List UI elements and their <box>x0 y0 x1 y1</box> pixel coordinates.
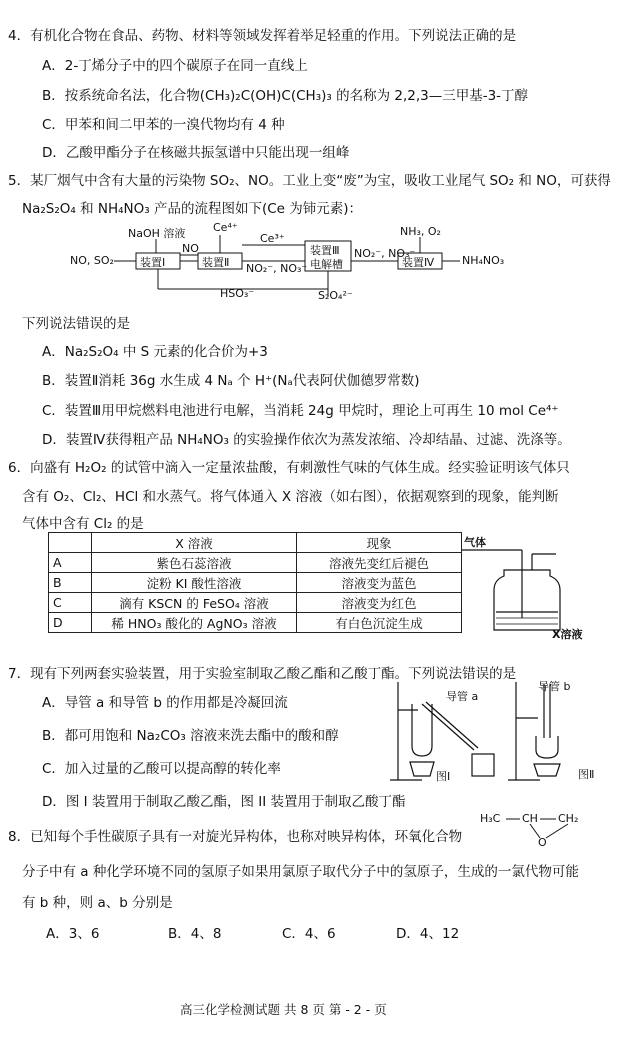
table-row <box>49 593 462 613</box>
flow-electrolyzer: 电解槽 <box>310 258 343 271</box>
tube-a-label: 导管 a <box>446 690 479 703</box>
table-cell: B <box>49 573 92 593</box>
q4-stem: 4．有机化合物在食品、药物、材料等领域发挥着举足轻重的作用。下列说法正确的是 <box>8 28 517 44</box>
q8-stem-line2: 分子中有 a 种化学环境不同的氢原子如果用氯原子取代分子中的氢原子，生成的一氯代物可能 <box>22 864 579 880</box>
flow-ce3: Ce³⁺ <box>260 232 285 245</box>
q5-stem-line2: Na₂S₂O₄ 和 NH₄NO₃ 产品的流程图如下(Ce 为铈元素)： <box>22 201 363 217</box>
table-cell: 紫色石蕊溶液 <box>92 553 297 573</box>
q7-option-c: C．加入过量的乙酸可以提高醇的转化率 <box>42 761 281 777</box>
table-cell: 溶液变为红色 <box>297 593 462 613</box>
page-footer: 高三化学检测试题 共 8 页 第 - 2 - 页 <box>180 1002 387 1017</box>
flow-product: NH₄NO₃ <box>462 254 505 267</box>
flow-nh3-o2: NH₃, O₂ <box>400 225 441 238</box>
q8-option-b: B．4、8 <box>168 926 222 942</box>
table-row <box>49 613 462 633</box>
flow-no: NO <box>182 242 199 255</box>
q6-stem-line1: 6．向盛有 H₂O₂ 的试管中滴入一定量浓盐酸，有刺激性气味的气体生成。经实验证明该气体只 <box>8 460 570 476</box>
q8-option-c: C．4、6 <box>282 926 336 942</box>
structure-h3c: H₃C <box>480 812 501 825</box>
table-cell: D <box>49 613 92 633</box>
tube-b-label: 导管 b <box>538 680 571 693</box>
flow-nitrite-nitrate-out: NO₂⁻, NO₃⁻ <box>354 247 416 260</box>
q7-option-a: A．导管 a 和导管 b 的作用都是冷凝回流 <box>42 695 288 711</box>
epoxide-structure <box>476 808 596 852</box>
q8-option-a: A．3、6 <box>46 926 100 942</box>
table-header-cell: X 溶液 <box>92 533 297 553</box>
q5-subquestion: 下列说法错误的是 <box>22 316 130 332</box>
flow-device-1: 装置Ⅰ <box>140 256 166 269</box>
flow-nitrite-nitrate: NO₂⁻, NO₃⁻ <box>246 262 308 275</box>
q8-stem-line1: 8．已知每个手性碳原子具有一对旋光异构体，也称对映异构体，环氧化合物 <box>8 829 463 845</box>
q5-option-a: A．Na₂S₂O₄ 中 S 元素的化合价为+3 <box>42 344 268 360</box>
table-cell: 溶液变为蓝色 <box>297 573 462 593</box>
table-header-cell <box>49 533 92 553</box>
gas-label: 气体 <box>464 536 486 549</box>
q8-option-d: D．4、12 <box>396 926 460 942</box>
flow-s2o4: S₂O₄²⁻ <box>318 289 353 302</box>
table-cell: 滴有 KSCN 的 FeSO₄ 溶液 <box>92 593 297 613</box>
figure-2-label: 图Ⅱ <box>578 768 595 781</box>
q6-stem-line2: 含有 O₂、Cl₂、HCl 和水蒸气。将气体通入 X 溶液（如右图），依据观察到的现象，能判断 <box>22 489 559 505</box>
q7-option-d: D．图 I 装置用于制取乙酸乙酯，图 II 装置用于制取乙酸丁酯 <box>42 794 406 810</box>
flow-input: NO, SO₂ <box>70 254 114 267</box>
gas-wash-bottle-figure <box>460 532 610 642</box>
q7-option-b: B．都可用饱和 Na₂CO₃ 溶液来洗去酯中的酸和醇 <box>42 728 339 744</box>
q8-stem-line3: 有 b 种，则 a、b 分别是 <box>22 895 173 911</box>
structure-oxygen: O <box>538 836 547 849</box>
q4-option-d: D．乙酸甲酯分子在核磁共振氢谱中只能出现一组峰 <box>42 145 350 161</box>
q4-option-a: A．2-丁烯分子中的四个碳原子在同一直线上 <box>42 58 308 74</box>
table-cell: 溶液先变红后褪色 <box>297 553 462 573</box>
process-flow-diagram <box>70 221 510 305</box>
q5-option-b: B．装置Ⅱ消耗 36g 水生成 4 Nₐ 个 H⁺(Nₐ代表阿伏伽德罗常数) <box>42 373 420 389</box>
table-header-row <box>49 533 462 553</box>
flow-hso3: HSO₃⁻ <box>220 287 255 300</box>
flow-ce4: Ce⁴⁺ <box>213 221 238 234</box>
q5-stem-line1: 5．某厂烟气中含有大量的污染物 SO₂、NO。工业上变“废”为宝，吸收工业尾气 SO₂ 和 NO，可获得 <box>8 173 611 189</box>
structure-ch2: CH₂ <box>558 812 579 825</box>
table-header-cell: 现象 <box>297 533 462 553</box>
flow-device-4: 装置Ⅳ <box>402 256 435 269</box>
table-cell: 有白色沉淀生成 <box>297 613 462 633</box>
structure-ch: CH <box>522 812 538 825</box>
flow-device-2: 装置Ⅱ <box>202 256 230 269</box>
table-cell: 稀 HNO₃ 酸化的 AgNO₃ 溶液 <box>92 613 297 633</box>
q6-table <box>48 532 462 633</box>
q6-stem-line3: 气体中含有 Cl₂ 的是 <box>22 516 144 532</box>
x-solution-label: X溶液 <box>552 628 583 641</box>
table-row <box>49 573 462 593</box>
q7-stem: 7．现有下列两套实验装置，用于实验室制取乙酸乙酯和乙酸丁酯。下列说法错误的是 <box>8 666 517 682</box>
flow-naoh: NaOH 溶液 <box>128 227 186 240</box>
apparatus-figure-2 <box>508 676 610 784</box>
figure-1-label: 图Ⅰ <box>436 770 451 783</box>
table-cell: C <box>49 593 92 613</box>
table-cell: 淀粉 KI 酸性溶液 <box>92 573 297 593</box>
q5-option-c: C．装置Ⅲ用甲烷燃料电池进行电解，当消耗 24g 甲烷时，理论上可再生 10 mol Ce⁴⁺ <box>42 403 559 419</box>
q4-option-c: C．甲苯和间二甲苯的一溴代物均有 4 种 <box>42 117 285 133</box>
flow-device-3: 装置Ⅲ <box>310 244 340 257</box>
table-row <box>49 553 462 573</box>
table-cell: A <box>49 553 92 573</box>
apparatus-figure-1 <box>388 676 500 784</box>
q5-option-d: D．装置Ⅳ获得粗产品 NH₄NO₃ 的实验操作依次为蒸发浓缩、冷却结晶、过滤、洗涤等。 <box>42 432 571 448</box>
q4-option-b: B．按系统命名法，化合物(CH₃)₂C(OH)C(CH₃)₃ 的名称为 2,2,3—三甲基-3-丁醇 <box>42 88 529 104</box>
